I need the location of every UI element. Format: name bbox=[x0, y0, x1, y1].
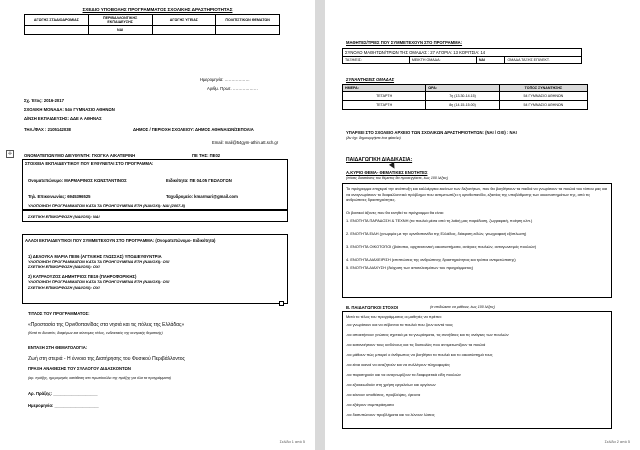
goal-item: -να κάνουν υποθέσεις, προβλέψεις, έρευνα bbox=[346, 392, 421, 397]
group-table bbox=[342, 56, 582, 64]
lead-teacher-header: ΣΤΟΙΧΕΙΑ ΕΚΠΑΙΔΕΥΤΙΚΟΥ ΠΟΥ ΕΥΘΥΝΕΤΑΙ ΣΤΟ ΠΡΟΓΡΑΜΜΑ: bbox=[25, 161, 154, 166]
lead-teacher-phone: Τηλ. Επικοινωνίας: 6945396525 bbox=[28, 194, 91, 199]
page-2-footer: Σελίδα 2 από 5 bbox=[604, 440, 630, 444]
approval-note: (αρ. πράξης, ημερομηνία, κατάθεση στο πρωτόκολλο της πράξης για όλα τα προγράμματα) bbox=[28, 376, 171, 380]
other-teacher-1: 1) ΔΕΛΟΥΚΑ ΜΑΡΙΑ ΠΕ06 (ΑΓΓΛΙΚΗΣ ΓΛΩΣΣΑΣ) ΥΠΟΔΙΕΥΘΥΝΤΡΙΑ bbox=[28, 254, 162, 259]
program-title-label: ΤΙΤΛΟΣ ΤΟΥ ΠΡΟΓΡΑΜΜΑΤΟΣ: bbox=[28, 311, 90, 316]
meeting-2-day: ΤΕΤΑΡΤΗ bbox=[343, 101, 426, 110]
meetings-table bbox=[342, 84, 588, 110]
section-b-note: (τι επιδιώκετε να μάθουν, έως 100 λέξεις) bbox=[430, 305, 495, 309]
unit-1: 1. ΕΝΟΤΗΤΑ ΠΑΡΑΔΟΣΗ & ΤΕΧΝΗ (τα πουλιά μέσα από τη λαϊκή μας παράδοση, ζωγραφική, ποίηση κλπ.) bbox=[346, 218, 533, 223]
protocol-number: Αριθμ. Πρωτ. ……………… bbox=[207, 86, 258, 91]
goal-item: -να διατυπώνουν προβλήματα και να λύνουν λύσεις bbox=[346, 412, 435, 417]
section-a-note: (πόσες διαστάσεις του θέματος θα προσεγγίσετε, έως 100 λέξεις) bbox=[346, 176, 449, 180]
approval-label: ΠΡΑΞΗ ΑΝΑΘΕΣΗΣ ΤΟΥ ΣΥΛΛΟΓΟΥ ΔΙΔΑΣΚΟΝΤΩΝ bbox=[28, 366, 131, 371]
goal-item: -να παρατηρούν και να αναγνωρίζουν τα διαφορετικά είδη πουλιών bbox=[346, 372, 461, 377]
meetings-col-day: ΗΜΕΡΑ: bbox=[343, 85, 426, 92]
resize-handle-icon[interactable] bbox=[279, 301, 284, 306]
type-value-career[interactable] bbox=[25, 26, 89, 35]
unit-2: 2. ΕΝΟΤΗΤΑ ΕΙΔΗ (γνωριμία με την ορνιθοπανίδα της Ελλάδας, διάκριση ειδών, γεωγραφική εξάπλωση) bbox=[346, 231, 527, 236]
program-title: «Προστασία της Ορνιθοπανίδας στα νησιά και τις πόλεις της Ελλάδας» bbox=[28, 322, 185, 328]
archive-line: ΥΠΑΡΧΕΙ ΣΤΟ ΣΧΟΛΕΙΟ ΑΡΧΕΙΟ ΤΩΝ ΣΧΟΛΙΚΩΝ ΔΡΑΣΤΗΡΙΟΤΗΤΩΝ: (ΝΑΙ / ΟΧΙ) : ΝΑΙ bbox=[346, 130, 517, 135]
section-a-text: Το πρόγραμμα επιχειρεί την ανάπτυξη και καλλιέργεια εκείνων των δεξιοτήτων, που θα βοηθήσουν τα παιδιά να γνωρίσουν τα πουλιά του τόπου μας και να αναγνωρίσουν το διαφαλλοντικό πρόβλημα που αντιμετωπίζει η ορνιθοπανίδα, εξαιτίας της υποβάθμισης των οικοσυστημάτων της, από τις ανθρώπινες δραστηριότητες. bbox=[346, 186, 608, 202]
students-summary: ΣΥΝΟΛΟ ΜΑΘΗΤΩΝ/ΤΡΙΩΝ ΤΗΣ ΟΜΑΔΑΣ : 27 ΑΓΟΡΙΑ: 13 ΚΟΡΙΤΣΙΑ: 14 bbox=[345, 50, 486, 55]
type-value-culture[interactable] bbox=[216, 26, 280, 35]
group-selected-class: ΟΜΑΔΑ ΤΑΞΗΣ ΕΠΙΛΕΚΤ. bbox=[505, 57, 582, 64]
other-teachers-header: ΑΛΛΟΙ ΕΚΠΑΙΔΕΥΤΙΚΟΙ ΠΟΥ ΣΥΜΜΕΤΕΧΟΥΝ ΣΤΟ ΠΡΟΓΡΑΜΜΑ: (Ονοματεπώνυμο- Ειδικότητα) bbox=[25, 238, 216, 243]
document-page-1 bbox=[0, 0, 315, 450]
lead-teacher-completed: ΥΛΟΠΟΙΗΣΗ ΠΡΟΓΡΑΜΜΑΤΩΝ ΚΑΤΑ ΤΑ ΠΡΟΗΓΟΥΜΕΝΑ ΕΤΗ (ΝΑΙ/ΟΧΙ): ΝΑΙ (2007-8) bbox=[28, 203, 186, 208]
school-email: Email: mail@54gym-athin.att.sch.gr bbox=[212, 140, 279, 145]
pedagogy-header: ΠΑΙΔΑΓΩΓΙΚΗ ΔΙΑΔΙΚΑΣΙΑ: bbox=[346, 157, 413, 163]
municipality: ΔΗΜΟΣ / ΠΕΡΙΟΧΗ ΣΧΟΛΕΙΟΥ: ΔΗΜΟΣ ΑΘΗΝΑΙΩΝ/ΣΕΠΟΛΙΑ bbox=[133, 127, 254, 132]
school-unit: ΣΧΟΛΙΚΗ ΜΟΝΑΔΑ: 54ο ΓΥΜΝΑΣΙΟ ΑΘΗΝΩΝ bbox=[24, 107, 115, 112]
meeting-1-place: 54 ΓΥΜΝΑΣΙΟ ΑΘΗΝΩΝ bbox=[499, 92, 587, 101]
theme-label: ΕΝΤΑΞΗ ΣΤΗ ΘΕΜΑΤΟΛΟΓΙΑ: bbox=[28, 345, 88, 350]
unit-4: 4. ΕΝΟΤΗΤΑ ΔΙΑΧΕΙΡΙΣΗ (επιπτώσεις της ανθρώπινης δραστηριότητας και τρόποι αντιμετώπισης) bbox=[346, 257, 516, 262]
lead-teacher-specialty: Ειδικότητα: ΠΕ 04.05 ΓΕΩΛΟΓΩΝ bbox=[166, 178, 232, 183]
school-year: Σχ. Έτος: 2016-2017 bbox=[24, 98, 64, 103]
type-value-environment[interactable]: ΝΑΙ bbox=[88, 26, 152, 35]
table-move-handle-icon[interactable]: ✛ bbox=[7, 151, 13, 157]
section-a-title: Α.ΚΥΡΙΟ ΘΕΜΑ- ΘΕΜΑΤΙΚΕΣ ΕΝΟΤΗΤΕΣ bbox=[346, 170, 428, 175]
type-header-health: ΑΓΩΓΗΣ ΥΓΕΙΑΣ bbox=[152, 15, 216, 26]
meetings-col-place: ΤΟΠΟΣ ΣΥΝΑΝΤΗΣΗΣ bbox=[499, 85, 587, 92]
principal-specialty: ΠΕ ΤΗΣ: ΠΕ02 bbox=[192, 153, 221, 158]
students-header: ΜΑΘΗΤΕΣ/ΤΡΙΕΣ ΠΟΥ ΣΥΜΜΕΤΕΧΟΥΝ ΣΤΟ ΠΡΟΓΡΑΜΜΑ: bbox=[346, 40, 463, 45]
type-value-health[interactable] bbox=[152, 26, 216, 35]
goal-item: -να γνωρίσουν και να σέβονται τα πουλιά που ζουν κοντά τους bbox=[346, 322, 453, 327]
meeting-1-day: ΤΕΤΑΡΤΗ bbox=[343, 92, 426, 101]
page-1-footer: Σελίδα 1 από 5 bbox=[279, 440, 305, 444]
group-mixed-value: ΝΑΙ bbox=[476, 57, 505, 64]
meetings-header: ΣΥΝΑΝΤΗΣΕΙΣ ΟΜΑΔΑΣ bbox=[346, 77, 395, 82]
phone-fax: ΤΗΛ./ΦΑΧ : 2105142038 bbox=[24, 127, 71, 132]
approval-date: Ημερομηνία: ___________________ bbox=[28, 403, 99, 408]
meeting-1-time: 7η (13.30-14.15) bbox=[426, 92, 500, 101]
group-class-label: ΤΑΞΗ/ΕΙΣ: bbox=[343, 57, 410, 64]
form-title: ΣΧΕΔΙΟ ΥΠΟΒΟΛΗΣ ΠΡΟΓΡΑΜΜΑΤΟΣ ΣΧΟΛΙΚΗΣ ΔΡΑΣΤΗΡΙΟΤΗΤΑΣ bbox=[82, 7, 233, 12]
other-teacher-1-training: ΣΧΕΤΙΚΗ ΕΠΙΜΟΡΦΩΣΗ (ΝΑΙ/ΟΧΙ): ΟΧΙ bbox=[28, 264, 100, 269]
section-b-intro: Μετά το τέλος του προγράμματος οι μαθητές να πρέπει: bbox=[346, 314, 442, 319]
group-mixed-label: ΜΕΙΚΤΗ ΟΜΑΔΑ: bbox=[409, 57, 476, 64]
meeting-2-time: 8η (14.15-15.00) bbox=[426, 101, 500, 110]
lead-teacher-email: Ταχυδρομείο: kmarmari@gmail.com bbox=[166, 194, 238, 199]
directorate: Δ/ΝΣΗ ΕΚΠΑΙΔΕΥΣΗΣ: ΔΔΕ Α ΑΘΗΝΑΣ bbox=[24, 116, 102, 121]
archive-note: (Αν όχι: δημιουργήστε ένα φάκελο) bbox=[346, 136, 401, 140]
type-header-environment: ΠΕΡΙΒΑΛΛΟΝΤΙΚΗΣ ΕΚΠΑΙΔΕΥΣΗΣ bbox=[88, 15, 152, 26]
lead-teacher-name: Ονοματεπώνυμο: ΜΑΡΜΑΡΙΝΟΣ ΚΩΝΣΤΑΝΤΙΝΟΣ bbox=[28, 178, 127, 183]
mouse-cursor-icon bbox=[389, 162, 397, 170]
other-teacher-2-completed: ΥΛΟΠΟΙΗΣΗ ΠΡΟΓΡΑΜΜΑΤΩΝ ΚΑΤΑ ΤΑ ΠΡΟΗΓΟΥΜΕΝΑ ΕΤΗ (ΝΑΙ/ΟΧΙ): ΟΧΙ bbox=[28, 279, 170, 284]
section-b-title: Β. ΠΑΙΔΑΓΩΓΙΚΟΙ ΣΤΟΧΟΙ bbox=[346, 305, 399, 310]
other-teacher-1-completed: ΥΛΟΠΟΙΗΣΗ ΠΡΟΓΡΑΜΜΑΤΩΝ ΚΑΤΑ ΤΑ ΠΡΟΗΓΟΥΜΕΝΑ ΕΤΗ (ΝΑΙ/ΟΧΙ): ΟΧΙ bbox=[28, 259, 170, 264]
type-header-culture: ΠΟΛΙΤΙΣΤΙΚΩΝ ΘΕΜΑΤΩΝ bbox=[216, 15, 280, 26]
unit-3: 3. ΕΝΟΤΗΤΑ ΟΙΚΟΤΟΠΟΙ (βιότοποι, αρχιτεκτονική οικοσυστήματα, ανάγκες πουλιών, ανταγωνισμός πουλιών) bbox=[346, 244, 537, 249]
other-teachers-box bbox=[22, 234, 288, 304]
section-a-text-2: Οι βασικοί άξονες που θα κινηθεί το πρόγραμμα θα είναι: bbox=[346, 210, 444, 215]
date-line: Ημερομηνία: ……………… bbox=[200, 77, 250, 82]
lead-teacher-training: ΣΧΕΤΙΚΗ ΕΠΙΜΟΡΦΩΣΗ (ΝΑΙ/ΟΧΙ): ΝΑΙ bbox=[28, 214, 100, 219]
goal-item: -να αποκτήσουν γνώσεις σχετικά με τα γνωρίσματα, τις συνήθειες και τις ανάγκες των πουλιών bbox=[346, 332, 509, 337]
principal-name: ΟΝΟΜΑΤΕΠΩΝΥΜΟ ΔΙΕΥΘΥΝΤΗ: ΓΚΟΓΚΑ ΑΙΚΑΤΕΡΙΝΗ bbox=[24, 153, 136, 158]
document-page-2 bbox=[325, 0, 640, 450]
goal-item: -να εξοικειωθούν στη χρήση εργαλείων και οργάνων bbox=[346, 382, 436, 387]
approval-number: Αρ. Πράξης: ___________________ bbox=[28, 391, 98, 396]
program-title-note: (Κατά το δυνατόν, διαφέρων και σύντομος τίτλος, ενδεικτικός της κεντρικής θεματικής) bbox=[28, 331, 163, 335]
goal-item: -να μάθουν πώς μπορεί ο άνθρωπος να βοηθήσει τα πουλιά και το οικοσύστημά τους bbox=[346, 352, 493, 357]
other-teacher-2: 2) ΚΑΤΡΑΟΥΖΟΣ ΔΗΜΗΤΡΙΟΣ ΠΕ19 (ΠΛΗΡΟΦΟΡΙΚΗΣ) bbox=[28, 274, 137, 279]
unit-5: 5. ΕΝΟΤΗΤΑ ΔΙΑΧΥΣΗ (διάχυση των αποτελεσμάτων του προγράμματος) bbox=[346, 265, 474, 270]
meeting-2-place: 54 ΓΥΜΝΑΣΙΟ ΑΘΗΝΩΝ bbox=[499, 101, 587, 110]
theme-value: Ζωή στη στεριά - Η έννοια της Διατήρησης του Φυσικού Περιβάλλοντος bbox=[28, 356, 185, 362]
type-header-career: ΑΓΩΓΗΣ ΣΤΑΔΙΟΔΡΟΜΙΑΣ bbox=[25, 15, 89, 26]
goal-item: -να εξάγουν συμπεράσματα bbox=[346, 402, 394, 407]
program-type-table bbox=[24, 14, 280, 35]
meetings-col-time: ΩΡΑ: bbox=[426, 85, 500, 92]
other-teacher-2-training: ΣΧΕΤΙΚΗ ΕΠΙΜΟΡΦΩΣΗ (ΝΑΙ/ΟΧΙ): ΟΧΙ bbox=[28, 285, 100, 290]
goal-item: -να κατανοήσουν τους κινδύνους και τις δυσκολίες που αντιμετωπίζουν τα πουλιά bbox=[346, 342, 486, 347]
goal-item: -να είναι ικανοί να αναζητούν και να συλλέγουν πληροφορίες bbox=[346, 362, 451, 367]
